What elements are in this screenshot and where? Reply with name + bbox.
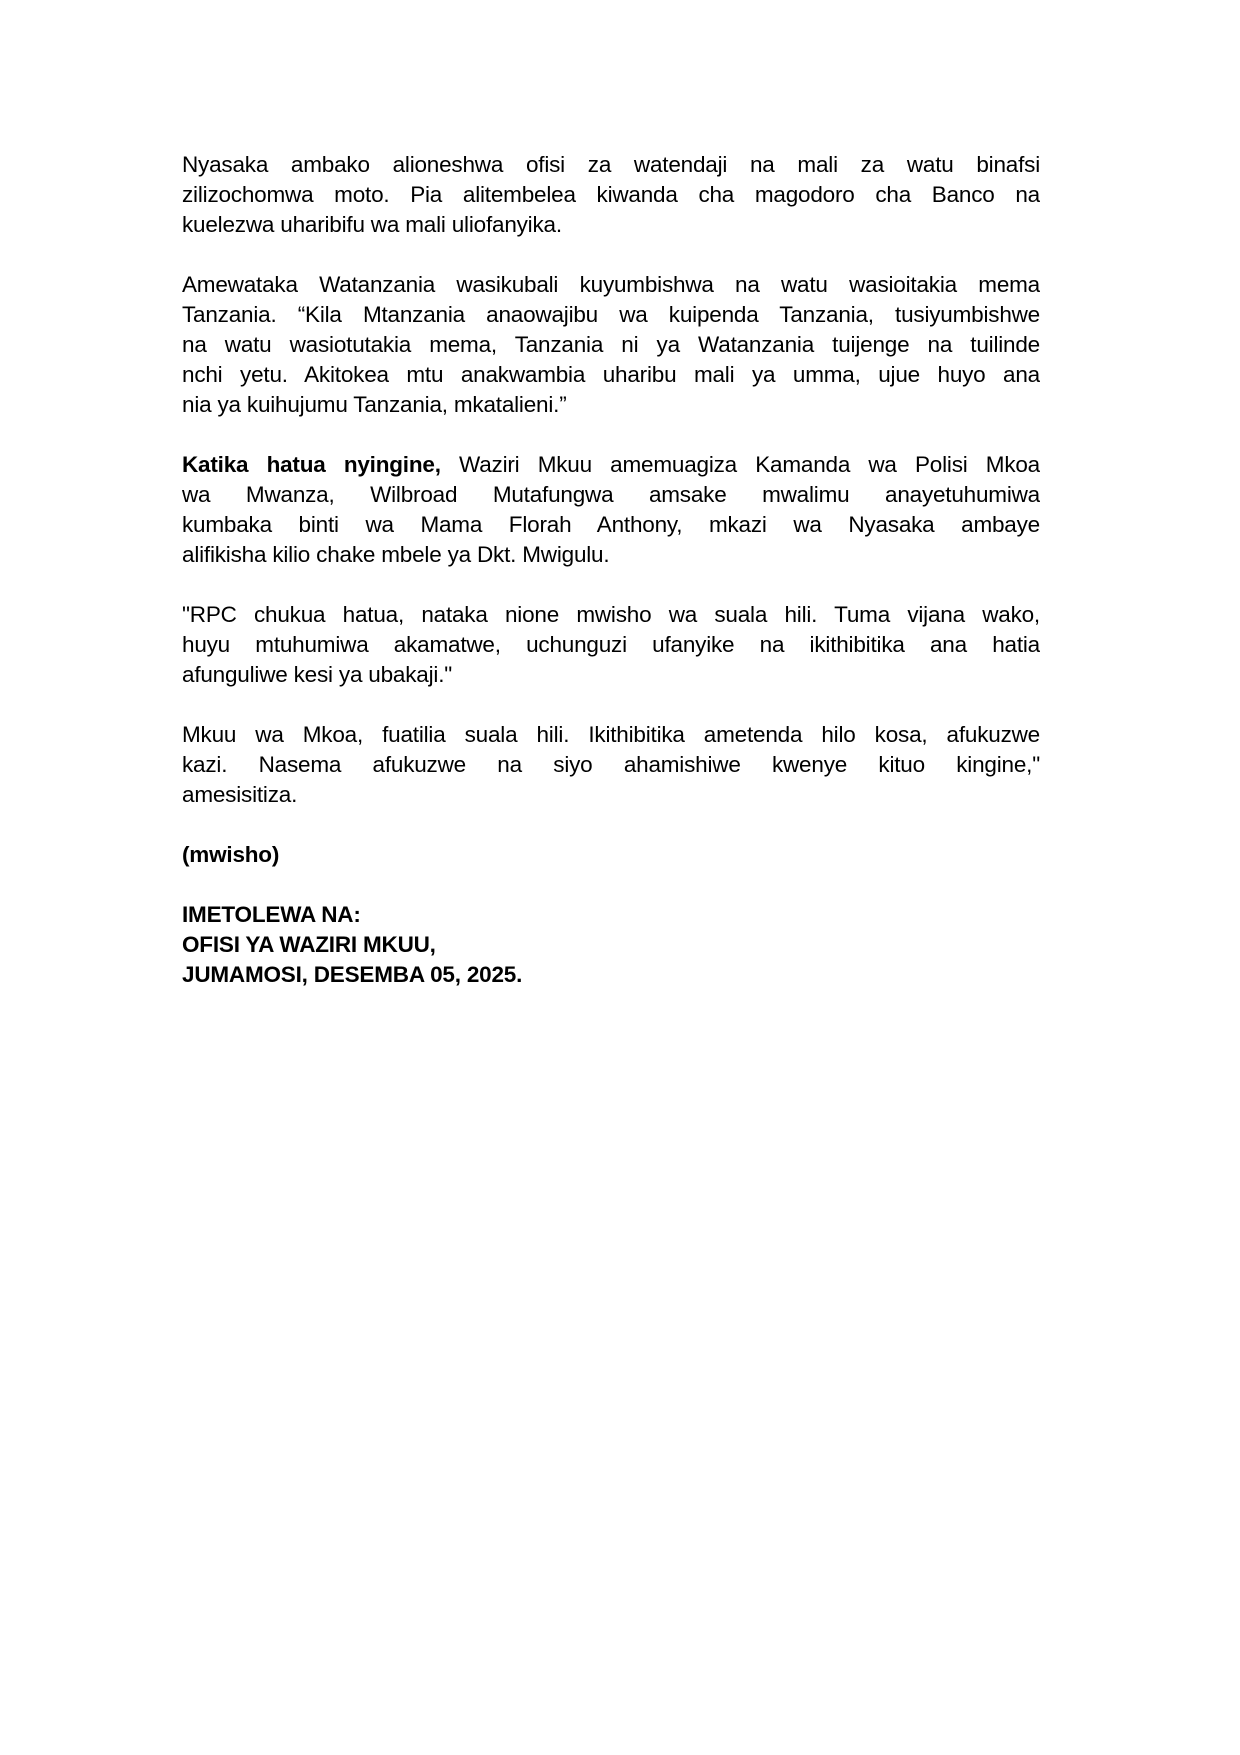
text-segment: Nyasaka ambako alioneshwa ofisi za watendaji na mali za watu binafsi	[182, 152, 1040, 177]
text-line	[182, 360, 1040, 390]
paragraph-mwisho	[182, 840, 1040, 870]
text-line	[182, 300, 1040, 330]
text-segment: wa Mwanza, Wilbroad Mutafungwa amsake mwalimu anayetuhumiwa	[182, 482, 1040, 507]
text-line	[182, 270, 1040, 300]
text-line	[182, 390, 1040, 420]
text-line	[182, 330, 1040, 360]
text-line	[182, 900, 1040, 930]
text-line	[182, 930, 1040, 960]
paragraph-rpc-quote	[182, 600, 1040, 690]
bold-text-segment: OFISI YA WAZIRI MKUU,	[182, 932, 436, 957]
text-line	[182, 150, 1040, 180]
text-line	[182, 780, 1040, 810]
bold-text-segment: JUMAMOSI, DESEMBA 05, 2025.	[182, 962, 523, 987]
text-line	[182, 510, 1040, 540]
text-segment: kazi. Nasema afukuzwe na siyo ahamishiwe kwenye kituo kingine,"	[182, 752, 1040, 777]
text-segment: Amewataka Watanzania wasikubali kuyumbishwa na watu wasioitakia mema	[182, 272, 1040, 297]
text-segment: Mkuu wa Mkoa, fuatilia suala hili. Ikithibitika ametenda hilo kosa, afukuzwe	[182, 722, 1040, 747]
text-line	[182, 600, 1040, 630]
text-segment: nia ya kuihujumu Tanzania, mkatalieni.”	[182, 392, 567, 417]
text-line	[182, 660, 1040, 690]
document-body	[182, 150, 1040, 1020]
text-segment: Waziri Mkuu amemuagiza Kamanda wa Polisi Mkoa	[440, 452, 1040, 477]
footer-issued-by	[182, 900, 1040, 990]
text-line	[182, 210, 1040, 240]
text-line	[182, 630, 1040, 660]
text-segment: kumbaka binti wa Mama Florah Anthony, mkazi wa Nyasaka ambaye	[182, 512, 1040, 537]
text-segment: afunguliwe kesi ya ubakaji."	[182, 662, 453, 687]
text-segment: amesisitiza.	[182, 782, 298, 807]
text-line	[182, 480, 1040, 510]
text-line	[182, 960, 1040, 990]
text-segment: zilizochomwa moto. Pia alitembelea kiwanda cha magodoro cha Banco na	[182, 182, 1040, 207]
text-line	[182, 450, 1040, 480]
paragraph-nyasaka-visit	[182, 150, 1040, 240]
text-line	[182, 720, 1040, 750]
text-segment: "RPC chukua hatua, nataka nione mwisho wa suala hili. Tuma vijana wako,	[182, 602, 1040, 627]
text-segment: nchi yetu. Akitokea mtu anakwambia uharibu mali ya umma, ujue huyo ana	[182, 362, 1040, 387]
text-line	[182, 840, 1040, 870]
text-line	[182, 750, 1040, 780]
text-segment: huyu mtuhumiwa akamatwe, uchunguzi ufanyike na ikithibitika ana hatia	[182, 632, 1040, 657]
text-segment: alifikisha kilio chake mbele ya Dkt. Mwigulu.	[182, 542, 610, 567]
bold-text-segment: (mwisho)	[182, 842, 280, 867]
paragraph-mkuu-wa-mkoa	[182, 720, 1040, 810]
paragraph-amewataka-watanzania	[182, 270, 1040, 420]
text-segment: kuelezwa uharibifu wa mali uliofanyika.	[182, 212, 562, 237]
text-line	[182, 540, 1040, 570]
text-line	[182, 180, 1040, 210]
text-segment: na watu wasiotutakia mema, Tanzania ni ya Watanzania tuijenge na tuilinde	[182, 332, 1040, 357]
paragraph-katika-hatua-nyingine	[182, 450, 1040, 570]
text-segment: Tanzania. “Kila Mtanzania anaowajibu wa kuipenda Tanzania, tusiyumbishwe	[182, 302, 1040, 327]
bold-text-segment: Katika hatua nyingine,	[182, 452, 441, 477]
bold-text-segment: IMETOLEWA NA:	[182, 902, 361, 927]
